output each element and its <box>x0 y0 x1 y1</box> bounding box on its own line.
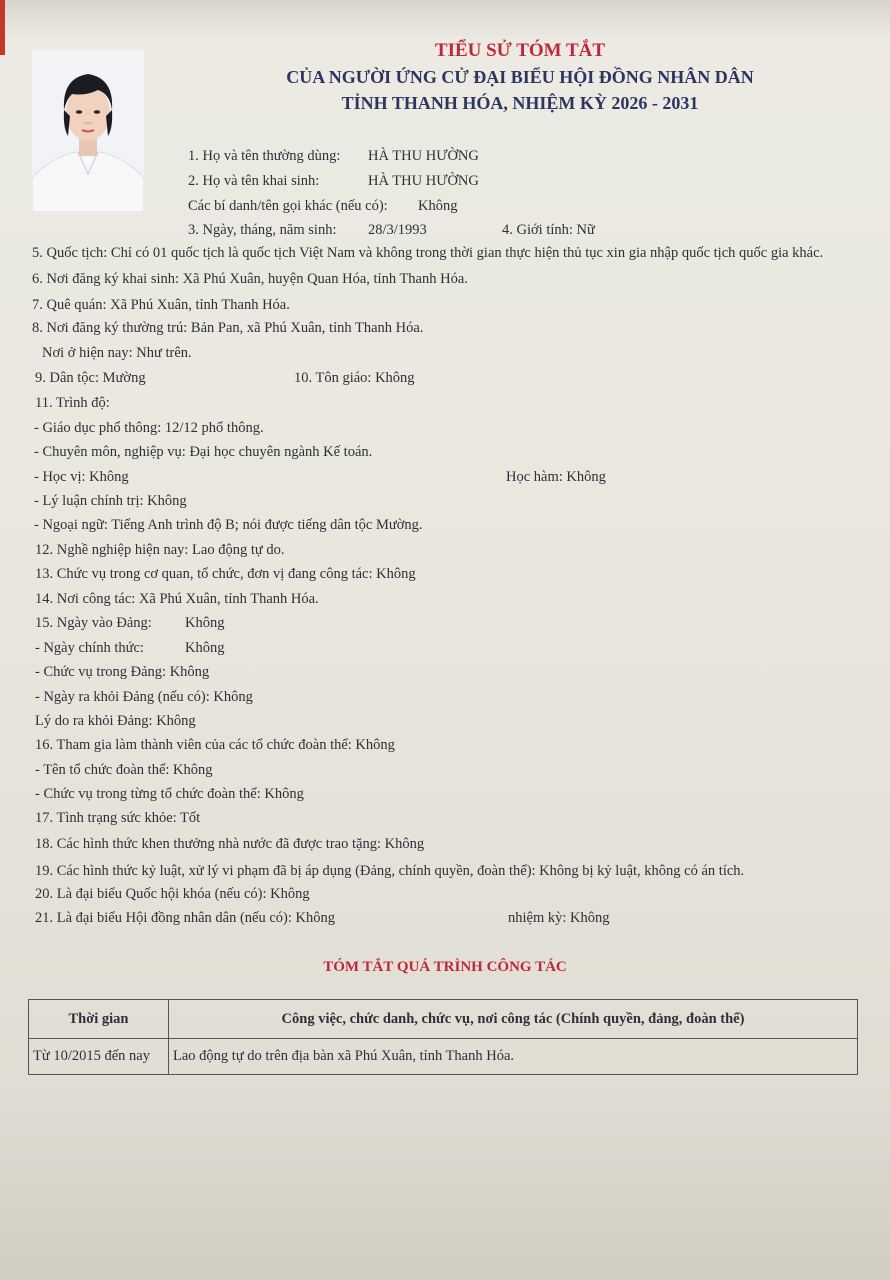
general-education: - Giáo dục phổ thông: 12/12 phổ thông. <box>34 420 264 436</box>
column-header-time: Thời gian <box>29 1000 169 1039</box>
field-11-qualification: 11. Trình độ: <box>35 395 110 411</box>
field-20-national-assembly: 20. Là đại biểu Quốc hội khóa (nếu có): Không <box>35 886 310 902</box>
field-16-organizations: 16. Tham gia làm thành viên của các tổ chức đoàn thể: Không <box>35 737 395 753</box>
organization-name: - Tên tổ chức đoàn thể: Không <box>35 762 213 778</box>
red-edge-mark <box>0 0 5 55</box>
field-18-awards: 18. Các hình thức khen thưởng nhà nước đã được trao tặng: Không <box>35 836 425 852</box>
table-header-row <box>29 1000 858 1039</box>
academic-title: Học hàm: Không <box>506 469 606 485</box>
official-date-value: Không <box>185 640 225 656</box>
foreign-languages: - Ngoại ngữ: Tiếng Anh trình độ B; nói được tiếng dân tộc Mường. <box>34 517 423 533</box>
paper-shadow-bottom <box>0 1080 890 1280</box>
current-address: Nơi ở hiện nay: Như trên. <box>42 345 192 361</box>
field-9-ethnicity: 9. Dân tộc: Mường <box>35 370 146 386</box>
field-5-nationality: 5. Quốc tịch: Chỉ có 01 quốc tịch là quốc tịch Việt Nam và không trong thời gian thực hiện thủ tục xin gia nhập quốc tịch quốc gia khác. <box>32 245 824 261</box>
party-position: - Chức vụ trong Đảng: Không <box>35 664 210 680</box>
official-date-label: - Ngày chính thức: <box>35 640 144 656</box>
field-6-birth-registration: 6. Nơi đăng ký khai sinh: Xã Phú Xuân, huyện Quan Hóa, tỉnh Thanh Hóa. <box>32 271 468 287</box>
field-12-occupation: 12. Nghề nghiệp hiện nay: Lao động tự do. <box>35 542 285 558</box>
field-7-hometown: 7. Quê quán: Xã Phú Xuân, tỉnh Thanh Hóa. <box>32 297 290 313</box>
field-3-value: 28/3/1993 <box>368 222 427 238</box>
field-1-label: 1. Họ và tên thường dùng: <box>188 148 341 164</box>
work-history-table <box>28 999 858 1075</box>
field-1-value: HÀ THU HƯỜNG <box>368 148 479 164</box>
field-4-gender: 4. Giới tính: Nữ <box>502 222 595 238</box>
table-cell-work: Lao động tự do trên địa bàn xã Phú Xuân, tỉnh Thanh Hóa. <box>169 1039 858 1075</box>
field-21-peoples-council: 21. Là đại biểu Hội đồng nhân dân (nếu có): Không <box>35 910 335 926</box>
field-13-position: 13. Chức vụ trong cơ quan, tổ chức, đơn vị đang công tác: Không <box>35 566 416 582</box>
field-14-workplace: 14. Nơi công tác: Xã Phú Xuân, tỉnh Thanh Hóa. <box>35 591 319 607</box>
council-term: nhiệm kỳ: Không <box>508 910 610 926</box>
table-cell-time: Từ 10/2015 đến nay <box>29 1039 169 1075</box>
column-header-work: Công việc, chức danh, chức vụ, nơi công tác (Chính quyền, đảng, đoàn thể) <box>169 1000 858 1039</box>
document-subtitle-1: CỦA NGƯỜI ỨNG CỬ ĐẠI BIỂU HỘI ĐỒNG NHÂN DÂN <box>286 67 754 87</box>
professional-education: - Chuyên môn, nghiệp vụ: Đại học chuyên ngành Kế toán. <box>34 444 373 460</box>
field-2-label: 2. Họ và tên khai sinh: <box>188 173 320 189</box>
organization-position: - Chức vụ trong từng tổ chức đoàn thể: Không <box>35 786 304 802</box>
paper-shadow-top <box>0 0 890 40</box>
portrait-photo <box>32 50 144 212</box>
academic-degree: - Học vị: Không <box>34 469 129 485</box>
left-party-date: - Ngày ra khỏi Đảng (nếu có): Không <box>35 689 253 705</box>
work-history-title: TÓM TẮT QUÁ TRÌNH CÔNG TÁC <box>323 959 567 975</box>
field-10-religion: 10. Tôn giáo: Không <box>294 370 415 386</box>
field-8-permanent-residence: 8. Nơi đăng ký thường trú: Bản Pan, xã Phú Xuân, tỉnh Thanh Hóa. <box>32 320 424 336</box>
field-19-discipline: 19. Các hình thức kỷ luật, xử lý vi phạm đã bị áp dụng (Đảng, chính quyền, đoàn thể): Không bị kỷ luật, không có án tích. <box>35 863 745 879</box>
table-row <box>29 1039 858 1075</box>
field-3-label: 3. Ngày, tháng, năm sinh: <box>188 222 337 238</box>
field-15-value: Không <box>185 615 225 631</box>
field-2-value: HÀ THU HƯỜNG <box>368 173 479 189</box>
alias-value: Không <box>418 198 458 214</box>
field-15-label: 15. Ngày vào Đảng: <box>35 615 152 631</box>
left-party-reason: Lý do ra khỏi Đảng: Không <box>35 713 196 729</box>
document-subtitle-2: TỈNH THANH HÓA, NHIỆM KỲ 2026 - 2031 <box>341 93 699 113</box>
document-title: TIỂU SỬ TÓM TẮT <box>434 40 606 61</box>
political-theory: - Lý luận chính trị: Không <box>34 493 187 509</box>
alias-label: Các bí danh/tên gọi khác (nếu có): <box>188 198 388 214</box>
field-17-health: 17. Tình trạng sức khỏe: Tốt <box>35 810 201 826</box>
